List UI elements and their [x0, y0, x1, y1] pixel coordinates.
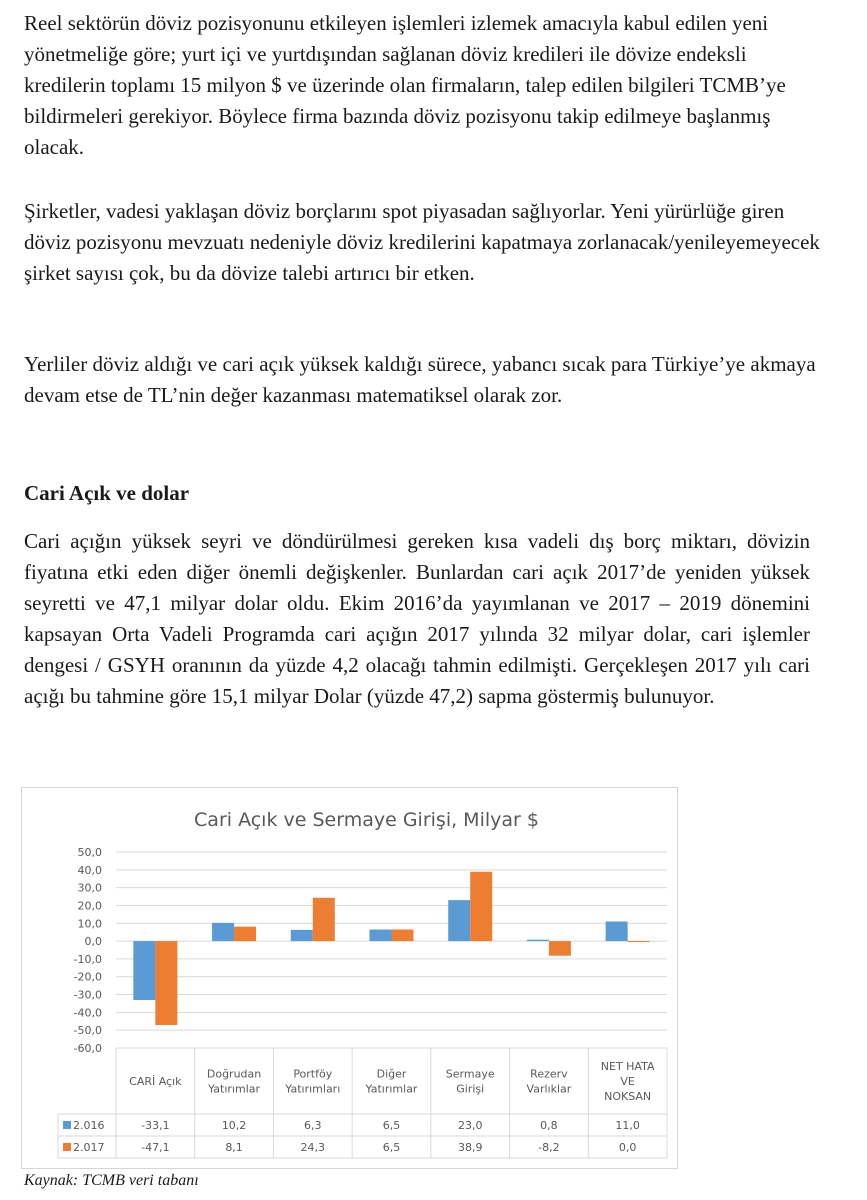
- data-value-label: -33,1: [141, 1119, 170, 1132]
- y-tick-label: -10,0: [73, 952, 102, 966]
- data-value-label: 10,2: [221, 1119, 247, 1132]
- source-caption: Kaynak: TCMB veri tabanı: [24, 1172, 199, 1189]
- data-value-label: 11,0: [615, 1119, 640, 1132]
- bar-series2-6: [628, 941, 650, 942]
- data-value-label: 24,3: [300, 1141, 326, 1154]
- chart-title: Cari Açık ve Sermaye Girişi, Milyar $: [194, 809, 539, 831]
- bar-chart: [22, 788, 677, 1168]
- bar-series1-1: [212, 923, 234, 941]
- data-value-label: -8,2: [538, 1141, 560, 1154]
- category-label: NOKSAN: [604, 1090, 652, 1103]
- bar-series1-6: [606, 921, 628, 941]
- category-label: VE: [620, 1075, 635, 1088]
- bar-series1-5: [527, 940, 549, 941]
- category-label: Yatırımları: [285, 1082, 341, 1096]
- category-label: Girişi: [456, 1082, 485, 1096]
- paragraph-3: Yerliler döviz aldığı ve cari açık yüksek kaldığı sürece, yabancı sıcak para Türkiye’ye akmaya devam etse de TL’nin değer kazanması matematiksel olarak zor.: [24, 352, 816, 407]
- y-tick-label: -20,0: [73, 970, 102, 984]
- y-tick-label: 0,0: [84, 935, 102, 949]
- data-value-label: 8,1: [225, 1141, 243, 1154]
- legend-key-1: [63, 1121, 71, 1129]
- y-tick-label: -30,0: [73, 988, 102, 1002]
- section-heading: Cari Açık ve dolar: [24, 481, 190, 505]
- y-tick-label: 30,0: [77, 881, 102, 895]
- data-value-label: 0,0: [618, 1141, 637, 1154]
- category-label: NET HATA: [600, 1060, 655, 1073]
- y-tick-label: -50,0: [73, 1024, 102, 1038]
- legend-label-2: 2.017: [73, 1141, 105, 1154]
- bar-series2-2: [313, 898, 335, 941]
- bar-series2-4: [470, 872, 492, 941]
- category-label: Portföy: [293, 1067, 333, 1081]
- data-value-label: 6,3: [304, 1119, 322, 1132]
- bar-series1-3: [370, 930, 392, 942]
- bar-series2-1: [234, 927, 256, 941]
- bar-series2-0: [155, 941, 177, 1025]
- y-tick-label: -60,0: [73, 1042, 102, 1055]
- category-label: Yatırımlar: [365, 1082, 418, 1096]
- y-tick-label: 20,0: [77, 899, 102, 913]
- chart-container: [21, 787, 678, 1169]
- bar-series2-5: [549, 941, 571, 956]
- data-value-label: 0,8: [540, 1119, 558, 1132]
- data-value-label: 23,0: [457, 1119, 483, 1132]
- category-label: Varlıklar: [526, 1082, 572, 1096]
- y-tick-label: 40,0: [77, 863, 102, 877]
- legend-key-2: [63, 1143, 71, 1151]
- data-value-label: 6,5: [382, 1141, 401, 1154]
- category-label: Doğrudan: [206, 1067, 262, 1081]
- bar-series1-4: [448, 900, 470, 941]
- paragraph-1: Reel sektörün döviz pozisyonunu etkileyen işlemleri izlemek amacıyla kabul edilen yeni yönetmeliğe göre; yurt içi ve yurtdışından sağlanan döviz kredileri ile dövize endeksli kredilerin toplamı 15 milyon $ ve üzerinde olan firmaların, talep edilen bilgileri TCMB’ye bildirmeleri gerekiyor. Böylece firma bazında döviz pozisyonu takip edilmeye başlanmış olacak.: [24, 11, 786, 159]
- paragraph-4: Cari açığın yüksek seyri ve döndürülmesi gereken kısa vadeli dış borç miktarı, dövizin fiyatına etki eden diğer önemli değişkenler. Bunlardan cari açık 2017’de yeniden yüksek seyretti ve 47,1 milyar dolar oldu. Ekim 2016’da yayımlanan ve 2017 – 2019 dönemini kapsayan Orta Vadeli Programda cari açığın 2017 yılında 32 milyar dolar, cari işlemler dengesi / GSYH oranının da yüzde 4,2 olacağı tahmin edilmişti. Gerçekleşen 2017 yılı cari açığı bu tahmine göre 15,1 milyar Dolar (yüzde 47,2) sapma göstermiş bulunuyor.: [24, 529, 810, 708]
- data-value-label: -47,1: [141, 1141, 170, 1154]
- data-value-label: 38,9: [457, 1141, 483, 1154]
- category-label: Rezerv: [530, 1067, 568, 1081]
- category-label: Sermaye: [445, 1067, 495, 1081]
- legend-label-1: 2.016: [73, 1119, 105, 1132]
- bar-series1-0: [133, 941, 155, 1000]
- y-tick-label: -40,0: [73, 1006, 102, 1020]
- data-value-label: 6,5: [382, 1119, 401, 1132]
- category-label: Yatırımlar: [208, 1082, 261, 1096]
- y-tick-label: 10,0: [77, 917, 102, 931]
- category-label: Diğer: [376, 1067, 407, 1081]
- bar-series1-2: [291, 930, 313, 941]
- category-label: CARİ Açık: [129, 1075, 182, 1088]
- paragraph-2: Şirketler, vadesi yaklaşan döviz borçlarını spot piyasadan sağlıyorlar. Yeni yürürlüğe giren döviz pozisyonu mevzuatı nedeniyle döviz kredilerini kapatmaya zorlanacak/yenileyemeyecek şirket sayısı çok, bu da dövize talebi artırıcı bir etken.: [24, 199, 820, 285]
- y-tick-label: 50,0: [77, 846, 102, 859]
- bar-series2-3: [392, 930, 414, 942]
